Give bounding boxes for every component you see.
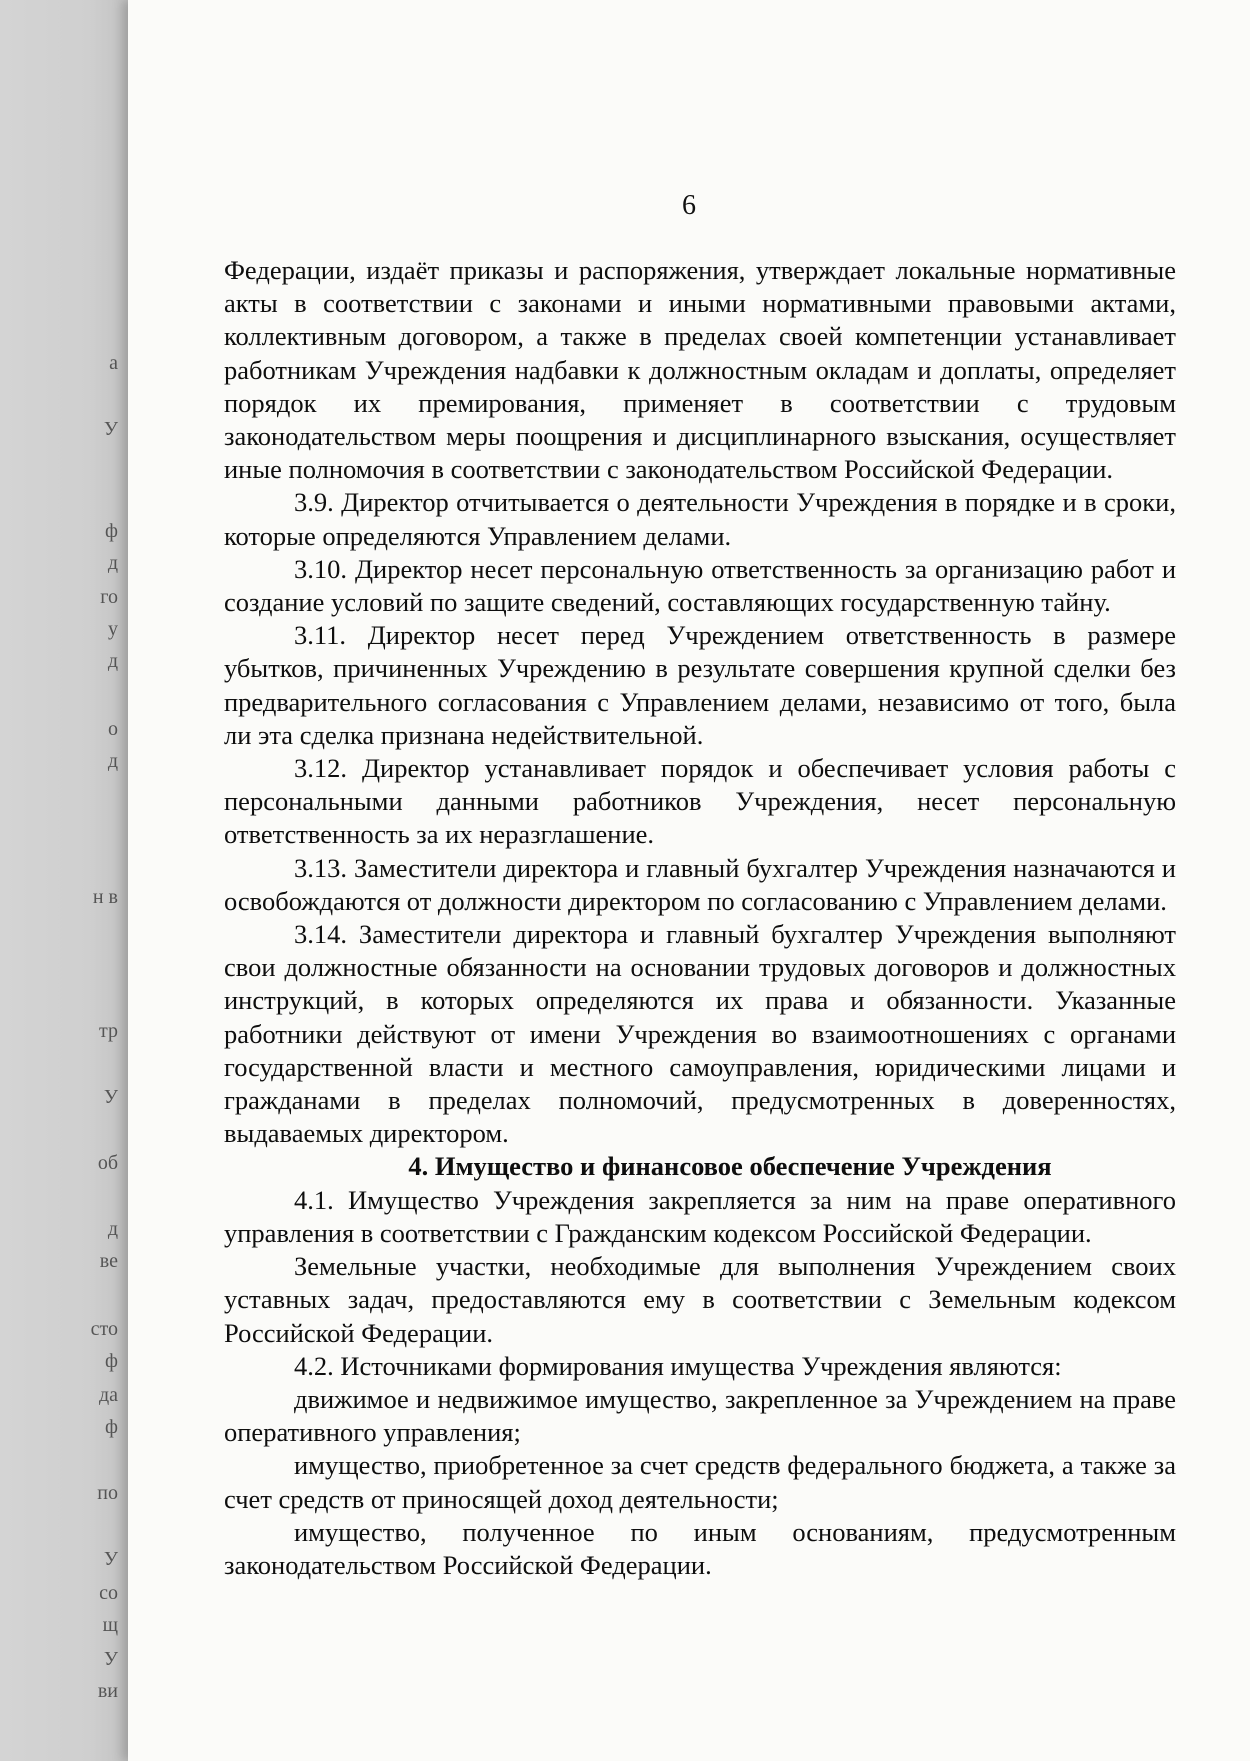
- adjacent-page-fragment: д: [107, 750, 118, 772]
- paragraph-3-13: 3.13. Заместители директора и главный бухгалтер Учреждения назначаются и освобождаются от должности директором по согласованию с Управлением делами.: [224, 852, 1176, 916]
- paragraph-4-1: 4.1. Имущество Учреждения закрепляется за ним на праве оперативного управления в соответствии с Гражданским кодексом Российской Федерации.: [224, 1184, 1176, 1248]
- adjacent-page-fragment: У: [103, 418, 118, 440]
- document-body: [224, 254, 1176, 1582]
- adjacent-page-fragment: У: [103, 1648, 118, 1670]
- paragraph-4-2: 4.2. Источниками формирования имущества Учреждения являются:: [294, 1350, 1062, 1381]
- paragraph-3-9: 3.9. Директор отчитывается о деятельности Учреждения в порядке и в сроки, которые определяются Управлением делами.: [224, 487, 1176, 551]
- adjacent-page-fragment: а: [109, 352, 118, 374]
- adjacent-page-fragment: ви: [97, 1680, 118, 1702]
- adjacent-page-fragment: д: [107, 650, 118, 672]
- paragraph-3-14: 3.14. Заместители директора и главный бухгалтер Учреждения выполняют свои должностные обязанности на основании трудовых договоров и должностных инструкций, в которых определяются их права и обязанности. Указанные работники действуют от имени Учреждения во взаимоотношениях с органами государственной власти и местного самоуправления, юридическими лицами и гражданами в пределах полномочий, предусмотренных в доверенностях, выдаваемых директором.: [224, 919, 1176, 1149]
- page-number: 6: [682, 190, 696, 221]
- paragraph-3-12: 3.12. Директор устанавливает порядок и обеспечивает условия работы с персональными данными работников Учреждения, несет персональную ответственность за их неразглашение.: [224, 753, 1176, 850]
- paragraph-continuation: Федерации, издаёт приказы и распоряжения, утверждает локальные нормативные акты в соответствии с законами и иными нормативными правовыми актами, коллективным договором, а также в пределах своей компетенции устанавливает работникам Учреждения надбавки к должностным окладам и доплаты, определяет порядок их премирования, применяет в соответствии с трудовым законодательством меры поощрения и дисциплинарного взыскания, осуществляет иные полномочия в соответствии с законодательством Российской Федерации.: [224, 255, 1176, 485]
- adjacent-page-fragment: го: [100, 586, 118, 608]
- list-item-other-property: имущество, полученное по иным основаниям, предусмотренным законодательством Российской Федерации.: [224, 1516, 1176, 1580]
- adjacent-page-edge: [0, 0, 128, 1761]
- adjacent-page-fragment: у: [108, 618, 118, 640]
- adjacent-page-fragment: по: [97, 1482, 118, 1504]
- paragraph-land-plots: Земельные участки, необходимые для выполнения Учреждением своих уставных задач, предоставляются ему в соответствии с Земельным кодексом Российской Федерации.: [224, 1251, 1176, 1348]
- adjacent-page-fragment: да: [98, 1384, 118, 1406]
- adjacent-page-fragment: об: [97, 1152, 118, 1174]
- list-item-movable-property: движимое и недвижимое имущество, закрепленное за Учреждением на праве оперативного управления;: [224, 1383, 1176, 1448]
- paragraph-3-10: 3.10. Директор несет персональную ответственность за организацию работ и создание условий по защите сведений, составляющих государственную тайну.: [224, 553, 1176, 618]
- adjacent-page-fragment: ф: [105, 520, 118, 542]
- adjacent-page-fragment: со: [99, 1582, 118, 1604]
- adjacent-page-fragment: ф: [105, 1416, 118, 1438]
- adjacent-page-fragment: д: [107, 1218, 118, 1240]
- adjacent-page-fragment: сто: [90, 1318, 118, 1340]
- adjacent-page-fragment: н в: [92, 886, 118, 908]
- adjacent-page-fragment: ф: [105, 1350, 118, 1372]
- adjacent-page-fragment: У: [103, 1086, 118, 1108]
- adjacent-page-fragment: о: [108, 718, 118, 740]
- adjacent-page-fragment: д: [107, 552, 118, 574]
- document-page: [128, 0, 1250, 1761]
- section-heading: 4. Имущество и финансовое обеспечение Учреждения: [408, 1151, 1052, 1182]
- list-item-acquired-property: имущество, приобретенное за счет средств федерального бюджета, а также за счет средств от приносящей доход деятельности;: [224, 1450, 1176, 1514]
- adjacent-page-fragment: ве: [99, 1250, 118, 1272]
- paragraph-3-11: 3.11. Директор несет перед Учреждением ответственность в размере убытков, причиненных Учреждению в результате совершения крупной сделки без предварительного согласования с Управлением делами, независимо от того, была ли эта сделка признана недействительной.: [224, 620, 1176, 750]
- adjacent-page-fragment: У: [103, 1548, 118, 1570]
- adjacent-page-fragment: щ: [102, 1614, 118, 1636]
- adjacent-page-fragment: тр: [99, 1020, 118, 1042]
